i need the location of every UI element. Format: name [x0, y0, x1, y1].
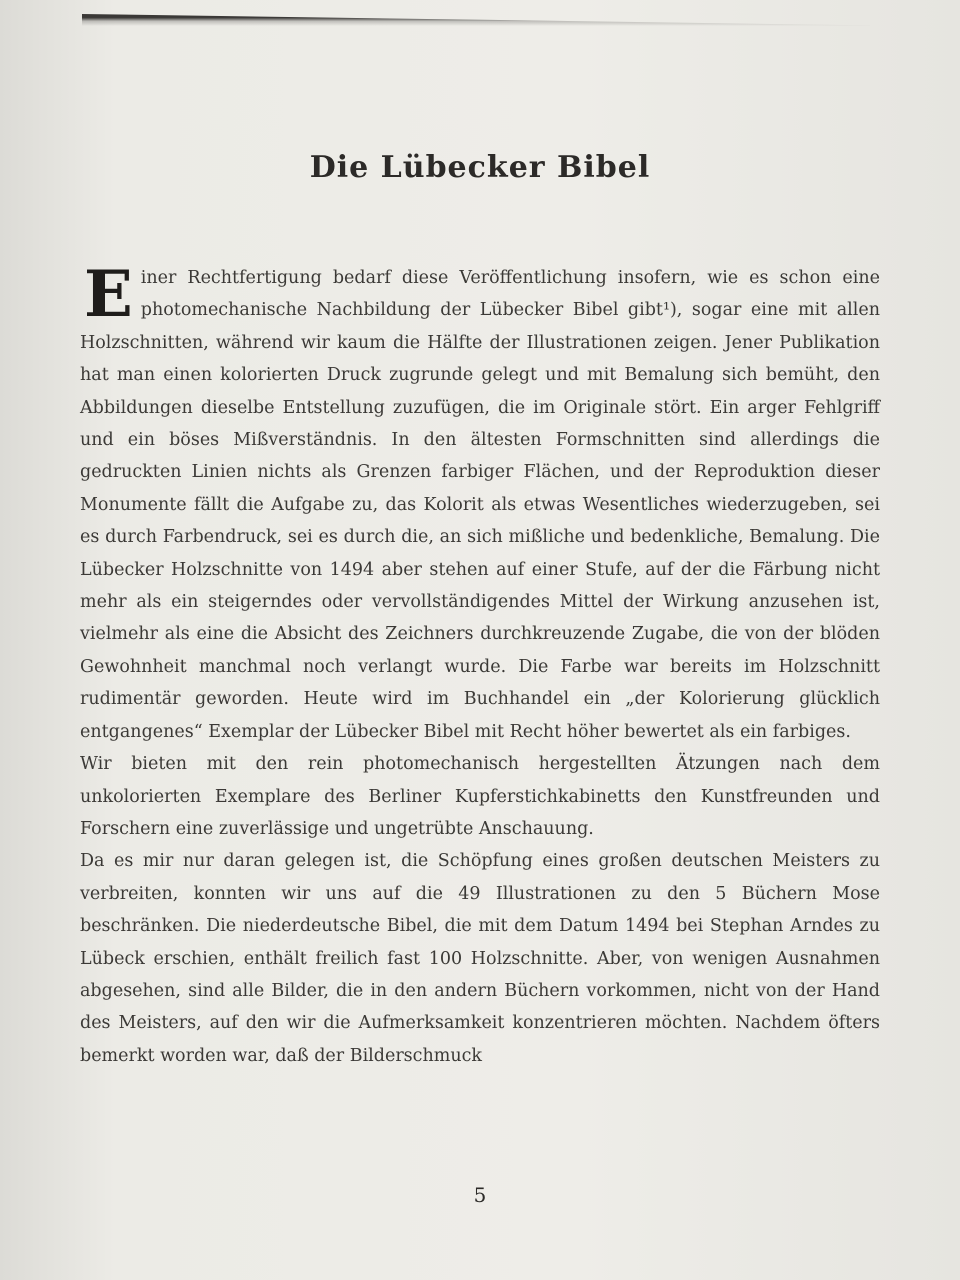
paragraph-3: Da es mir nur daran gelegen ist, die Schöpfung eines großen deutschen Meisters zu verbreiten, konnten wir uns auf die 49 Illustrationen zu den 5 Büchern Mose beschränken. Die niederdeutsche Bibel, die mit dem Datum 1494 bei Stephan Arndes zu Lübeck erschien, enthält freilich fast 100 Holzschnitte. Aber, von wenigen Ausnahmen abgesehen, sind alle Bilder, die in den andern Büchern vorkommen, nicht von der Hand des Meisters, auf den wir die Aufmerksamkeit konzentrieren möchten. Nachdem öfters bemerkt worden war, daß der Bilderschmuck — [80, 851, 880, 1066]
header-rule — [82, 14, 870, 26]
drop-cap-initial: E — [84, 257, 133, 332]
body-text — [80, 257, 880, 1072]
page-title: Die Lübecker Bibel — [309, 150, 651, 185]
paragraph-1-text: iner Rechtfertigung bedarf diese Veröffentlichung insofern, wie es schon eine photomechanische Nachbildung der Lübecker Bibel gibt¹), sogar eine mit allen Holzschnitten, während wir kaum die Hälfte der Illustrationen zeigen. Jener Publikation hat man einen kolorierten Druck zugrunde gelegt und mit Bemalung sich bemüht, den Abbildungen dieselbe Entstellung zuzufügen, die im Originale stört. Ein arger Fehlgriff und ein böses Mißverständnis. In den ältesten Formschnitten sind allerdings die gedruckten Linien nichts als Grenzen farbiger Flächen, und der Reproduktion dieser Monumente fällt die Aufgabe zu, das Kolorit als etwas Wesentliches wiederzugeben, sei es durch Farbendruck, sei es durch die, an sich mißliche und bedenkliche, Bemalung. Die Lübecker Holzschnitte von 1494 aber stehen auf einer Stufe, auf der die Färbung nicht mehr als ein steigerndes oder vervollständigendes Mittel der Wirkung anzusehen ist, vielmehr als eine die Absicht des Zeichners durchkreuzende Zugabe, die von der blöden Gewohnheit manchmal noch verlangt wurde. Die Farbe war bereits im Holzschnitt rudimentär geworden. Heute wird im Buchhandel ein „der Kolorierung glücklich entgangenes“ Exemplar der Lübecker Bibel mit Recht höher bewertet als ein farbiges. — [80, 268, 880, 742]
page-number: 5 — [473, 1183, 487, 1207]
paragraph-1 — [80, 257, 880, 748]
paragraph-2: Wir bieten mit den rein photomechanisch hergestellten Ätzungen nach dem unkolorierten Exemplare des Berliner Kupferstichkabinetts den Kunstfreunden und Forschern eine zuverlässige und ungetrübte Anschauung. — [80, 754, 880, 839]
